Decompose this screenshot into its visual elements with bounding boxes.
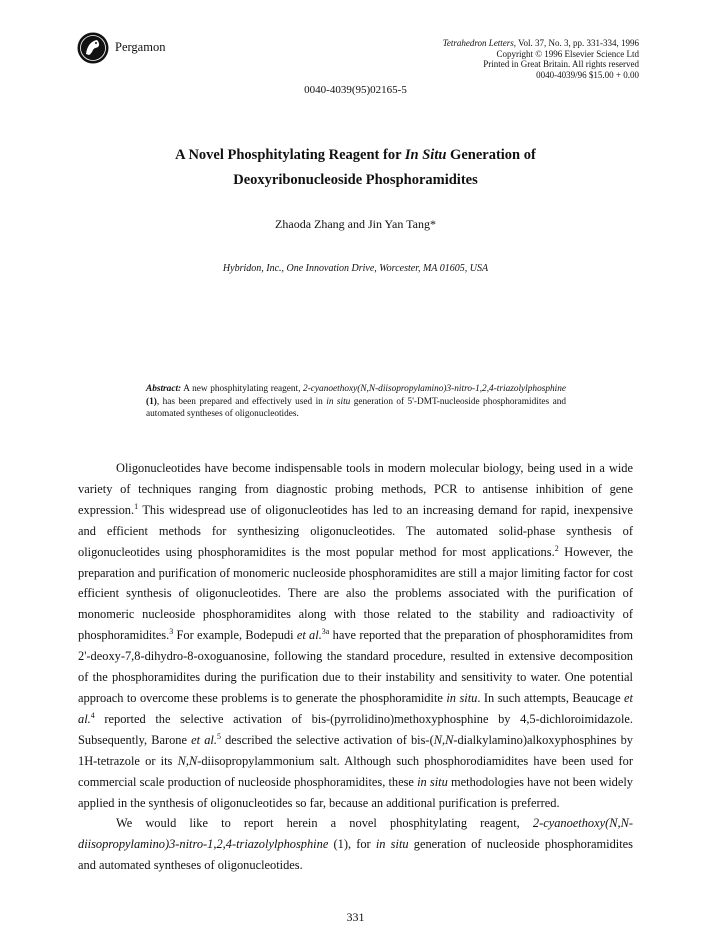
title-line-1: [0, 143, 711, 168]
body-text: reported the selective activation of bis-(pyrrolidino)methoxyphosphine by 4,5-dichloroimidazole. Subsequently, Barone: [78, 711, 633, 747]
abstract-text: generation of 5'-DMT-nucleoside phosphoramidites and automated syntheses of oligonucleotides.: [146, 396, 566, 420]
title-line-2: Deoxyribonucleoside Phosphoramidites: [233, 172, 478, 188]
nn-term: N,N: [177, 753, 198, 768]
body-text: -dialkylamino)alkoxyphosphines by 1H-tetrazole or its: [78, 732, 633, 768]
abstract-text: , has been prepared and effectively used in: [156, 396, 327, 407]
et-al: et al.: [78, 690, 633, 726]
abstract-text: A new phosphitylating reagent,: [181, 384, 304, 394]
in-situ-term: in situ: [417, 774, 448, 789]
copyright-line: Copyright © 1996 Elsevier Science Ltd: [496, 48, 639, 59]
body-text: For example, Bodepudi: [173, 628, 297, 643]
body-text: have reported that the preparation of phosphoramidites from 2'-deoxy-7,8-dihydro-8-oxoguanosine, following the standard procedure, resulted in extensive decomposition of the phosphoramidites during the purification due to their instability and sensitivity to water. One potential approach to overcome these problems is to generate the phosphoramidite: [78, 628, 633, 705]
body-text: We would like to report herein a novel phosphitylating reagent,: [116, 816, 533, 831]
paragraph-2: [78, 813, 633, 876]
body-text: methodologies have not been widely applied in the synthesis of oligonucleotides so far, because an additional purification is preferred.: [78, 774, 633, 810]
reagent-name: 2-cyanoethoxy(N,N-diisopropylamino)3-nitro-1,2,4-triazolylphosphine: [303, 384, 566, 394]
page-number: 331: [346, 910, 365, 924]
in-situ-term: in situ: [446, 690, 478, 705]
abstract: [146, 383, 566, 421]
body-text: However, the preparation and purification of monomeric nucleoside phosphoramidites are still a major limiting factor for cost efficient synthesis of oligonucleotides. There are also the problems associated with the purification of monomeric nucleoside phosphoramidites along with those related to the stability and radioactivity of phosphoramidites.: [78, 544, 633, 643]
pergamon-logo-icon: [77, 32, 109, 64]
body-text: (1), for: [328, 837, 376, 852]
title-text: Generation of: [446, 147, 536, 163]
journal-name: Tetrahedron Letters,: [442, 38, 517, 48]
nn-term: N,N: [433, 732, 454, 747]
reference-marker: 3a: [321, 627, 330, 637]
article-title: [0, 143, 711, 193]
journal-info: [443, 38, 639, 80]
publisher-name: Pergamon: [115, 40, 166, 54]
et-al: et al.: [296, 628, 322, 643]
compound-number: (1): [146, 396, 157, 407]
title-text: A Novel Phosphitylating Reagent for: [175, 147, 405, 163]
reference-marker: 3: [169, 627, 174, 637]
body-text: Oligonucleotides have become indispensable tools in modern molecular biology, being used in a wide variety of techniques ranging from diagnostic probing methods, PCR to antisense inhibition of gene expression.: [78, 461, 633, 517]
et-al: et al.: [191, 732, 217, 747]
body-text: described the selective activation of bis-(: [220, 732, 434, 747]
title-italic: In Situ: [404, 147, 447, 163]
body-text: -diisopropylammonium salt. Although such phosphorodiamidites have been used for commercial scale production of nucleoside phosphoramidites, these: [78, 753, 633, 789]
body-text: This widespread use of oligonucleotides has led to an increasing demand for rapid, inexpensive and efficient methods for synthesizing oligonucleotides. The automated solid-phase synthesis of oligonucleotides using phosphoramidites is the most popular method for most applications.: [78, 502, 633, 559]
body-text: generation of nucleoside phosphoramidites and automated syntheses of oligonucleotides.: [78, 837, 633, 873]
issn-line: 0040-4039/96 $15.00 + 0.00: [536, 69, 639, 80]
printed-line: Printed in Great Britain. All rights reserved: [483, 59, 639, 70]
reference-marker: 1: [134, 501, 139, 511]
affiliation: Hybridon, Inc., One Innovation Drive, Worcester, MA 01605, USA: [222, 263, 489, 274]
author-list: Zhaoda Zhang and Jin Yan Tang*: [275, 217, 436, 231]
article-body: [78, 458, 633, 876]
journal-citation: [443, 38, 639, 49]
body-text: . In such attempts, Beaucage: [477, 690, 625, 705]
journal-volume: Vol. 37, No. 3, pp. 331-334, 1996: [516, 38, 639, 48]
in-situ-term: in situ: [375, 837, 409, 852]
reference-marker: 5: [216, 731, 221, 741]
doi-code: 0040-4039(95)02165-5: [304, 84, 407, 96]
paragraph-1: [78, 458, 633, 813]
reagent-name: 2-cyanoethoxy(N,N-diisopropylamino)3-nitro-1,2,4-triazolylphosphine: [78, 816, 633, 852]
in-situ-term: in situ: [326, 396, 351, 407]
reference-marker: 4: [90, 710, 95, 720]
abstract-label: Abstract:: [146, 384, 182, 394]
reference-marker: 2: [554, 543, 559, 553]
